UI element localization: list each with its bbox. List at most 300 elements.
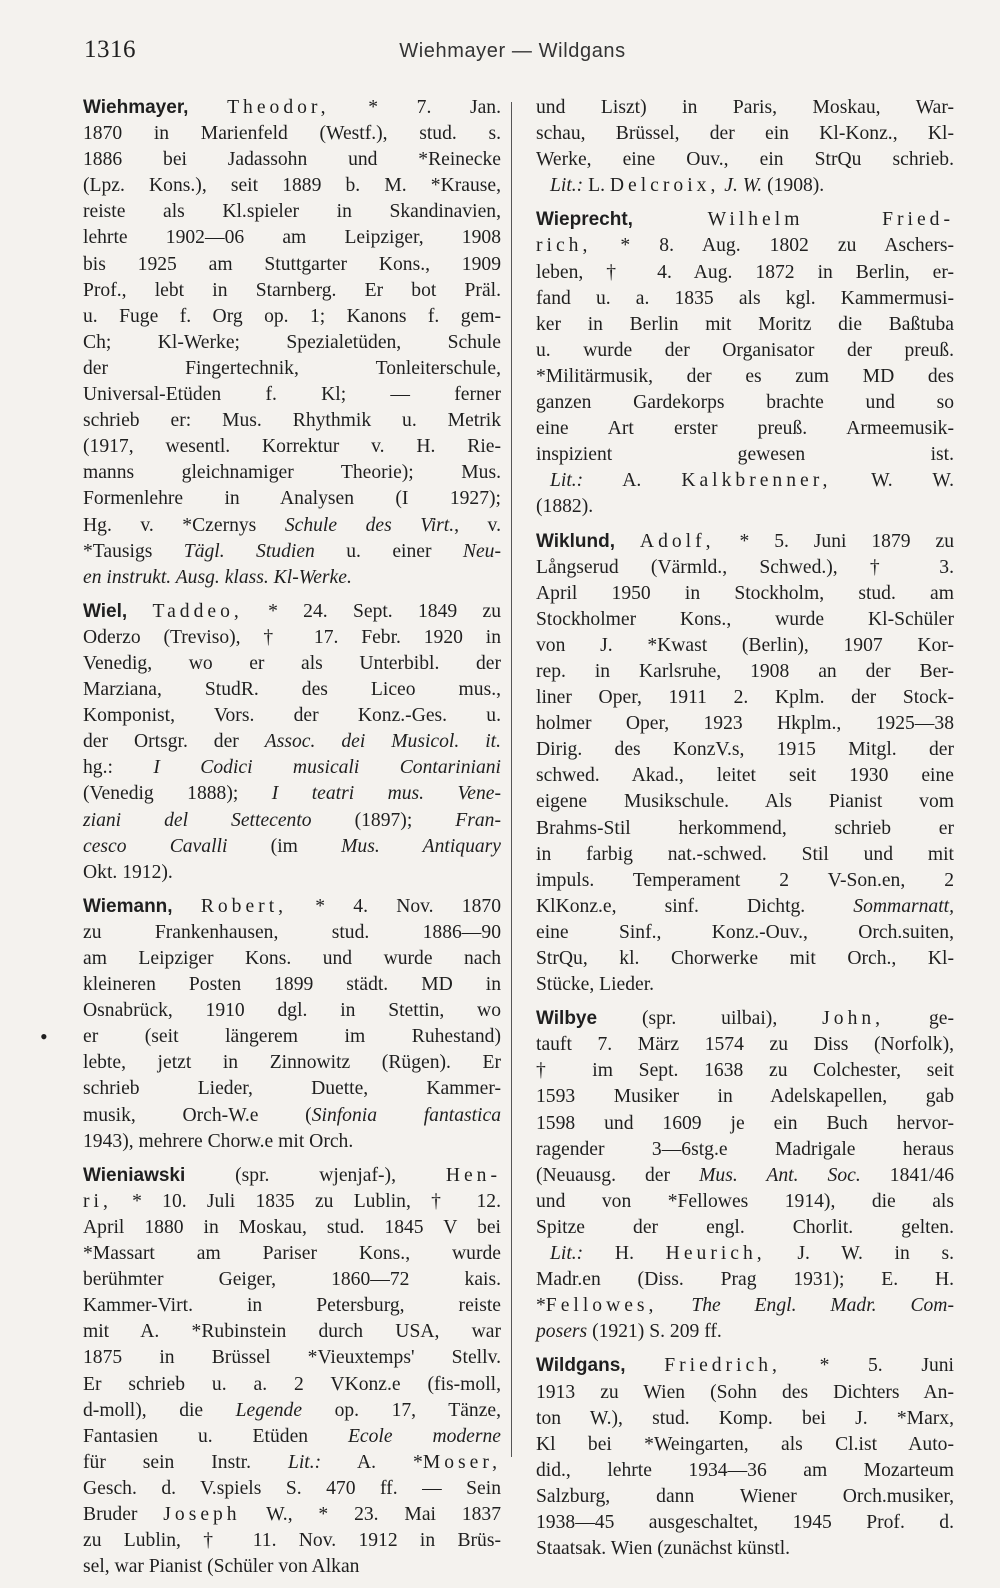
lit-label: Lit.: (550, 1243, 584, 1265)
headword: Wieniawski (83, 1164, 186, 1186)
text-line (83, 860, 501, 886)
text-run: 1593 Musiker in Adelskapellen, gab (536, 1086, 954, 1108)
text-run: * 7. Jan. (329, 97, 501, 118)
italic-title: Sinfonia fantastica (311, 1104, 501, 1126)
text-run: manns gleichnamiger Theorie); Mus. (83, 462, 501, 484)
text-run: *Militärmusik, der es zum MD des (536, 365, 954, 387)
text-run: rep. in Karlsruhe, 1908 an der Ber- (536, 660, 954, 682)
text-run: kleineren Posten 1899 städt. MD in (83, 974, 501, 996)
text-run: L. (583, 175, 610, 197)
text-line (83, 539, 501, 565)
text-run: reiste als Kl.spieler in Skandinavien, (83, 201, 501, 223)
text-run: Staatsak. Wien (zunächst künstl. (536, 1538, 791, 1560)
text-line (536, 607, 954, 633)
text-run: Madr.en (Diss. Prag 1931); E. H. (536, 1269, 954, 1291)
text-line (83, 1502, 501, 1528)
text-line (83, 1129, 501, 1155)
text-line (83, 460, 501, 486)
spaced-name: rich, (536, 235, 592, 257)
text-run: impuls. Temperament 2 V-Son.en, 2 (536, 869, 954, 891)
text-line (83, 434, 501, 460)
text-run: d-moll), die (83, 1399, 236, 1421)
text-run: schrieb er: Mus. Rhythmik u. Metrik (83, 410, 501, 432)
text-run: u. Fuge f. Org op. 1; Kanons f. gem- (83, 305, 501, 327)
text-run: Marziana, StudR. des Liceo mus., (83, 679, 501, 701)
text-run: 1875 in Brüssel *Vieuxtemps' Stellv. (83, 1347, 501, 1369)
text-run: *Tausigs (83, 540, 184, 562)
text-line (83, 781, 501, 807)
text-run: Kl bei *Weingarten, als Cl.ist Auto- (536, 1433, 954, 1455)
text-line (536, 1319, 954, 1345)
text-line (83, 625, 501, 651)
text-run (633, 209, 708, 230)
text-line (83, 755, 501, 781)
text-run: Bruder (83, 1503, 164, 1525)
spaced-name: Joseph (163, 1503, 241, 1525)
text-line (536, 633, 954, 659)
text-run: leben, † 4. Aug. 1872 in Berlin, er- (536, 261, 954, 283)
text-run: in farbig nat.-schwed. Stil und mit (536, 843, 954, 865)
text-line (83, 1024, 501, 1050)
text-line (83, 1424, 501, 1450)
entry-wildgans (536, 1353, 954, 1562)
text-run: für sein Instr. (83, 1451, 288, 1473)
text-line (83, 1076, 501, 1102)
text-line (536, 1241, 954, 1267)
text-line (83, 356, 501, 382)
text-line (83, 651, 501, 677)
italic-title: Neu- (462, 540, 501, 562)
spaced-name: ri, (83, 1190, 112, 1212)
text-line (536, 1006, 954, 1032)
text-run (657, 1295, 691, 1316)
text-run: Oderzo (Treviso), † 17. Febr. 1920 in (83, 626, 501, 648)
text-run: bis 1925 am Stuttgarter Kons., 1909 (83, 253, 501, 275)
entry-wiklund (536, 529, 954, 999)
text-line (83, 808, 501, 834)
text-run: u. einer (314, 540, 463, 562)
text-run: zu Frankenhausen, stud. 1886—90 (83, 921, 501, 943)
text-run: er (seit längerem im Ruhestand) (83, 1026, 501, 1048)
entry-wilbye (536, 1006, 954, 1345)
italic-title: I teatri mus. Vene- (271, 783, 501, 805)
text-run: tauft 7. März 1574 zu Diss (Norfolk), (536, 1034, 954, 1056)
text-line (83, 946, 501, 972)
text-run: (Lpz. Kons.), seit 1889 b. M. *Krause, (83, 175, 501, 197)
text-run: (Venedig 1888); (83, 783, 272, 805)
text-line (83, 330, 501, 356)
text-run: zu Lublin, † 11. Nov. 1912 in Brüs- (83, 1530, 501, 1552)
entry-wieniawski-continued (536, 95, 954, 199)
italic-title: Mus. Antiquary (341, 835, 501, 857)
text-line (536, 1215, 954, 1241)
text-line (536, 1458, 954, 1484)
entry-wiemann (83, 894, 501, 1155)
text-run: Stücke, Lieder. (536, 974, 655, 996)
text-run: Dirig. des KonzV.s, 1915 Mitgl. der (536, 739, 954, 761)
entry-wieniawski (83, 1163, 501, 1581)
text-run: Spitze der engl. Chorlit. gelten. (536, 1216, 954, 1238)
text-run: * 8. Aug. 1802 zu Aschers- (591, 235, 954, 257)
text-line (536, 1484, 954, 1510)
text-run (173, 896, 201, 917)
text-line (536, 494, 954, 520)
text-run (615, 531, 640, 552)
text-run: (spr. uilbai), (597, 1008, 823, 1030)
text-line (536, 972, 954, 998)
italic-title: ziani del Settecento (83, 809, 312, 831)
text-run: am Leipziger Kons. und wurde nach (83, 948, 501, 969)
text-line (83, 382, 501, 408)
text-line (83, 1215, 501, 1241)
text-line (536, 789, 954, 815)
italic-title: I Codici musicali Contariniani (153, 757, 501, 779)
text-line (536, 95, 954, 121)
text-line (536, 286, 954, 312)
text-line (536, 147, 954, 173)
headword: Wildgans, (536, 1355, 626, 1377)
text-line (83, 894, 501, 920)
text-run: von J. *Kwast (Berlin), 1907 Kor- (536, 634, 954, 656)
text-run: fand u. a. 1835 als kgl. Kammermusi- (536, 287, 954, 309)
text-run: Prof., lebt in Starnberg. Er bot Präl. (83, 279, 501, 301)
text-run: Osnabrück, 1910 dgl. in Stettin, wo (83, 1000, 501, 1022)
headword: Wiel, (83, 600, 128, 622)
text-run: KlKonz.e, sinf. Dichtg. (536, 895, 854, 917)
text-run: Venedig, wo er als Unterbibl. der (83, 652, 501, 674)
text-line (536, 868, 954, 894)
italic-title: Schule des Virt. (284, 514, 455, 536)
text-line (536, 529, 954, 555)
text-line (536, 416, 954, 442)
text-line (83, 599, 501, 625)
text-run: 1886 bei Jadassohn und *Reinecke (83, 149, 501, 171)
text-run: Komponist, Vors. der Konz.-Ges. u. (83, 705, 501, 727)
text-run: inspizient gewesen ist. (536, 444, 954, 466)
entry-wiehmayer (83, 95, 501, 591)
text-line (83, 677, 501, 703)
page-number: 1316 (84, 36, 136, 63)
spaced-name: John, (822, 1008, 885, 1030)
text-line (536, 312, 954, 338)
text-run: H. (583, 1243, 666, 1265)
text-line (83, 304, 501, 330)
text-run: lehrte 1902—06 am Leipziger, 1908 (83, 227, 501, 249)
text-run: hg.: (83, 757, 154, 779)
text-run: (1917, wesentl. Korrektur v. H. Rie- (83, 436, 501, 458)
text-run: W. W. (831, 470, 954, 492)
text-run: 1913 zu Wien (Sohn des Dichters An- (536, 1381, 954, 1403)
text-line (83, 278, 501, 304)
text-line (83, 147, 501, 173)
text-run: Werke, eine Ouv., ein StrQu schrieb. (536, 149, 954, 171)
text-line (536, 1353, 954, 1379)
text-run: * (536, 1295, 546, 1317)
text-line (83, 1163, 501, 1189)
spaced-name: Heurich, (665, 1243, 766, 1265)
text-run: Fantasien u. Etüden (83, 1425, 348, 1447)
headword: Wieprecht, (536, 209, 633, 231)
text-line (536, 920, 954, 946)
text-run: (1921) S. 209 ff. (587, 1321, 722, 1343)
text-run: A. (583, 470, 682, 492)
text-line (536, 1137, 954, 1163)
text-run: der Ortsgr. der (83, 731, 265, 753)
text-run: ganzen Gardekorps brachte und so (536, 392, 954, 414)
text-line (83, 1398, 501, 1424)
spaced-name: Adolf, (639, 530, 715, 552)
text-line (536, 1084, 954, 1110)
text-line (83, 729, 501, 755)
lit-label: Lit.: (550, 470, 584, 492)
text-line (83, 1267, 501, 1293)
text-run: schau, Brüssel, der ein Kl-Konz., Kl- (536, 123, 954, 145)
text-line (536, 207, 954, 233)
text-run: u. wurde der Organisator der preuß. (536, 339, 954, 361)
text-run: op. 17, Tänze, (302, 1399, 501, 1421)
italic-title: The Engl. Madr. Com- (691, 1295, 954, 1317)
text-line (536, 1163, 954, 1189)
text-run: * 10. Juli 1835 zu Lublin, † 12. (111, 1190, 501, 1212)
text-line (83, 998, 501, 1024)
text-run: 1598 und 1609 je ein Buch hervor- (536, 1112, 954, 1134)
text-run: Salzburg, dann Wiener Orch.musiker, (536, 1485, 954, 1507)
text-run: eigene Musikschule. Als Pianist vom (536, 791, 954, 813)
stray-mark: • (40, 1024, 48, 1049)
text-line (83, 95, 501, 121)
text-run: 1870 in Marienfeld (Westf.), stud. s. (83, 123, 501, 145)
text-line (83, 972, 501, 998)
text-line (83, 920, 501, 946)
text-run: 1943), mehrere Chorw.e mit Orch. (83, 1130, 354, 1152)
spaced-name: Taddeo, (152, 600, 243, 622)
italic-title: Assoc. dei Musicol. it. (264, 731, 501, 753)
text-line (83, 252, 501, 278)
page-header (80, 34, 945, 74)
text-line (536, 121, 954, 147)
italic-title: cesco Cavalli (83, 835, 228, 857)
text-run: schwed. Akad., leitet seit 1930 eine (536, 765, 954, 787)
text-run: musik, Orch-W.e ( (83, 1104, 312, 1126)
text-run: und von *Fellowes 1914), die als (536, 1190, 954, 1212)
text-line (536, 1032, 954, 1058)
text-run: StrQu, kl. Chorwerke mit Orch., Kl- (536, 948, 954, 969)
text-run: Ch; Kl-Werke; Spezialetüden, Schule (83, 331, 501, 353)
text-line (83, 121, 501, 147)
text-line (536, 233, 954, 259)
text-line (536, 946, 954, 972)
text-run: J. W. in s. (765, 1243, 954, 1265)
headword: Wiehmayer, (83, 97, 189, 118)
italic-title: Mus. Ant. Soc. (699, 1164, 861, 1186)
text-run: *Massart am Pariser Kons., wurde (83, 1243, 501, 1265)
text-run: , v. (454, 514, 501, 536)
text-run: April 1880 in Moskau, stud. 1845 V bei (83, 1216, 501, 1238)
text-run: * 4. Nov. 1870 (287, 895, 501, 917)
text-line (83, 703, 501, 729)
text-line (83, 1450, 501, 1476)
text-run: Universal-Etüden f. Kl; — ferner (83, 384, 501, 406)
text-run: (1908). (762, 175, 825, 197)
text-run: sel, war Pianist (Schüler von Alkan (83, 1556, 360, 1578)
text-run: ton W.), stud. Komp. bei J. *Marx, (536, 1407, 954, 1429)
text-line (83, 1293, 501, 1319)
text-line (536, 1510, 954, 1536)
text-line (83, 408, 501, 434)
text-line (536, 737, 954, 763)
text-run (626, 1355, 665, 1376)
text-run: eine Art erster preuß. Armeemusik- (536, 418, 954, 440)
text-line (536, 1293, 954, 1319)
text-run: April 1950 in Stockholm, stud. am (536, 582, 954, 604)
entry-wiel (83, 599, 501, 886)
text-line (536, 711, 954, 737)
text-run: Stockholmer Kons., wurde Kl-Schüler (536, 608, 954, 630)
text-line (536, 842, 954, 868)
text-line (536, 1189, 954, 1215)
text-run: (1882). (536, 496, 594, 518)
text-line (536, 442, 954, 468)
text-line (83, 1372, 501, 1398)
text-line (536, 685, 954, 711)
text-line (536, 468, 954, 494)
text-line (83, 1050, 501, 1076)
text-run: der Fingertechnik, Tonleiterschule, (83, 357, 501, 379)
headword: Wiemann, (83, 895, 173, 917)
text-line (536, 1058, 954, 1084)
text-line (536, 894, 954, 920)
text-run: W., * 23. Mai 1837 (240, 1503, 502, 1525)
text-line (536, 390, 954, 416)
spaced-name: Robert, (200, 895, 288, 917)
italic-title: Lit.: (287, 1451, 322, 1473)
text-run: Hg. v. *Czernys (83, 514, 285, 536)
text-run: mit A. *Rubinstein durch USA, war (83, 1321, 501, 1343)
right-column (536, 95, 954, 1570)
text-run: Gesch. d. V.spiels S. 470 ff. — Sein (83, 1477, 501, 1499)
spaced-name: Hen- (445, 1164, 501, 1186)
text-line (83, 513, 501, 539)
text-line (83, 565, 501, 591)
text-run: † im Sept. 1638 zu Colchester, seit (536, 1060, 954, 1082)
text-line (83, 1103, 501, 1129)
text-run: ragender 3—6stg.e Madrigale heraus (536, 1138, 954, 1160)
italic-title: posers (536, 1321, 588, 1343)
text-line (536, 1536, 954, 1562)
text-run: Långserud (Värmld., Schwed.), † 3. (536, 556, 954, 578)
text-line (536, 1267, 954, 1293)
text-run: 1841/46 (860, 1164, 954, 1186)
italic-title: Sommarnatt, (853, 895, 954, 917)
text-run (127, 601, 152, 622)
text-run: A. * (321, 1451, 423, 1473)
headword: Wiklund, (536, 530, 615, 552)
text-run: (1897); (311, 809, 456, 831)
text-run: eine Sinf., Konz.-Ouv., Orch.suiten, (536, 921, 954, 943)
italic-title: en instrukt. Ausg. klass. Kl-Werke. (83, 566, 352, 588)
text-line (536, 1380, 954, 1406)
italic-title: Tägl. Studien (183, 540, 315, 562)
text-line (83, 834, 501, 860)
text-run: (Neuausg. der (536, 1164, 700, 1186)
text-line (83, 173, 501, 199)
text-line (536, 763, 954, 789)
text-run: lebte, jetzt in Zinnowitz (Rügen). Er (83, 1052, 501, 1074)
text-line (83, 199, 501, 225)
spaced-name: Theodor, (227, 97, 330, 118)
text-line (536, 581, 954, 607)
text-line (536, 1406, 954, 1432)
text-run: did., lehrte 1934—36 am Mozarteum (536, 1459, 954, 1481)
text-run: holmer Oper, 1923 Hkplm., 1925—38 (536, 713, 954, 735)
text-line (536, 173, 954, 199)
lit-label: Lit.: (550, 175, 584, 197)
text-line (83, 1319, 501, 1345)
text-line (83, 225, 501, 251)
text-run: ge- (884, 1008, 955, 1030)
entry-wieprecht (536, 207, 954, 520)
text-line (536, 1111, 954, 1137)
text-run: Formenlehre in Analysen (I 1927); (83, 488, 501, 510)
text-run: Okt. 1912). (83, 861, 173, 883)
headword: Wilbye (536, 1008, 598, 1030)
text-run: schrieb Lieder, Duette, Kammer- (83, 1078, 501, 1100)
spaced-name: Delcroix, (609, 175, 720, 197)
text-line (83, 1241, 501, 1267)
column-divider (511, 102, 512, 1457)
spaced-name: Kalkbrenner, (681, 470, 832, 492)
text-run: 1938—45 ausgeschaltet, 1945 Prof. d. (536, 1511, 954, 1533)
text-run: berühmter Geiger, 1860—72 kais. (83, 1269, 501, 1291)
text-line (536, 364, 954, 390)
text-line (83, 1554, 501, 1580)
spaced-name: Moser, (422, 1451, 501, 1473)
text-run: * 5. Juni 1879 zu (714, 530, 954, 552)
text-run: Brahms-Stil herkommend, schrieb er (536, 817, 954, 839)
spaced-name: Wilhelm Fried- (707, 209, 954, 231)
text-line (536, 1432, 954, 1458)
left-column (83, 95, 501, 1588)
italic-title: Legende (235, 1399, 303, 1421)
spaced-name: Friedrich, (664, 1355, 781, 1377)
text-run: liner Oper, 1911 2. Kplm. der Stock- (536, 687, 954, 709)
italic-title: Ecole moderne (347, 1425, 502, 1447)
text-line (83, 1189, 501, 1215)
running-head: Wiehmayer — Wildgans (399, 40, 626, 62)
text-run: und Liszt) in Paris, Moskau, War- (536, 97, 954, 118)
text-line (536, 659, 954, 685)
text-line (536, 816, 954, 842)
text-line (83, 1476, 501, 1502)
italic-title: Fran- (455, 809, 501, 831)
text-line (536, 260, 954, 286)
text-line (536, 338, 954, 364)
text-run (188, 97, 227, 118)
text-line (83, 486, 501, 512)
text-run: * 24. Sept. 1849 zu (242, 600, 501, 622)
text-run: Kammer-Virt. in Petersburg, reiste (83, 1295, 501, 1317)
text-line (83, 1528, 501, 1554)
text-run: (im (227, 835, 342, 857)
text-run: Er schrieb u. a. 2 VKonz.e (fis-moll, (83, 1373, 501, 1395)
italic-title: J. W. (724, 175, 763, 197)
text-line (536, 555, 954, 581)
text-run: (spr. wjenjaf-), (185, 1164, 446, 1186)
text-run: * 5. Juni (780, 1355, 954, 1377)
text-run: ker in Berlin mit Moritz die Baßtuba (536, 313, 954, 335)
spaced-name: Fellowes, (545, 1295, 658, 1317)
text-line (83, 1345, 501, 1371)
